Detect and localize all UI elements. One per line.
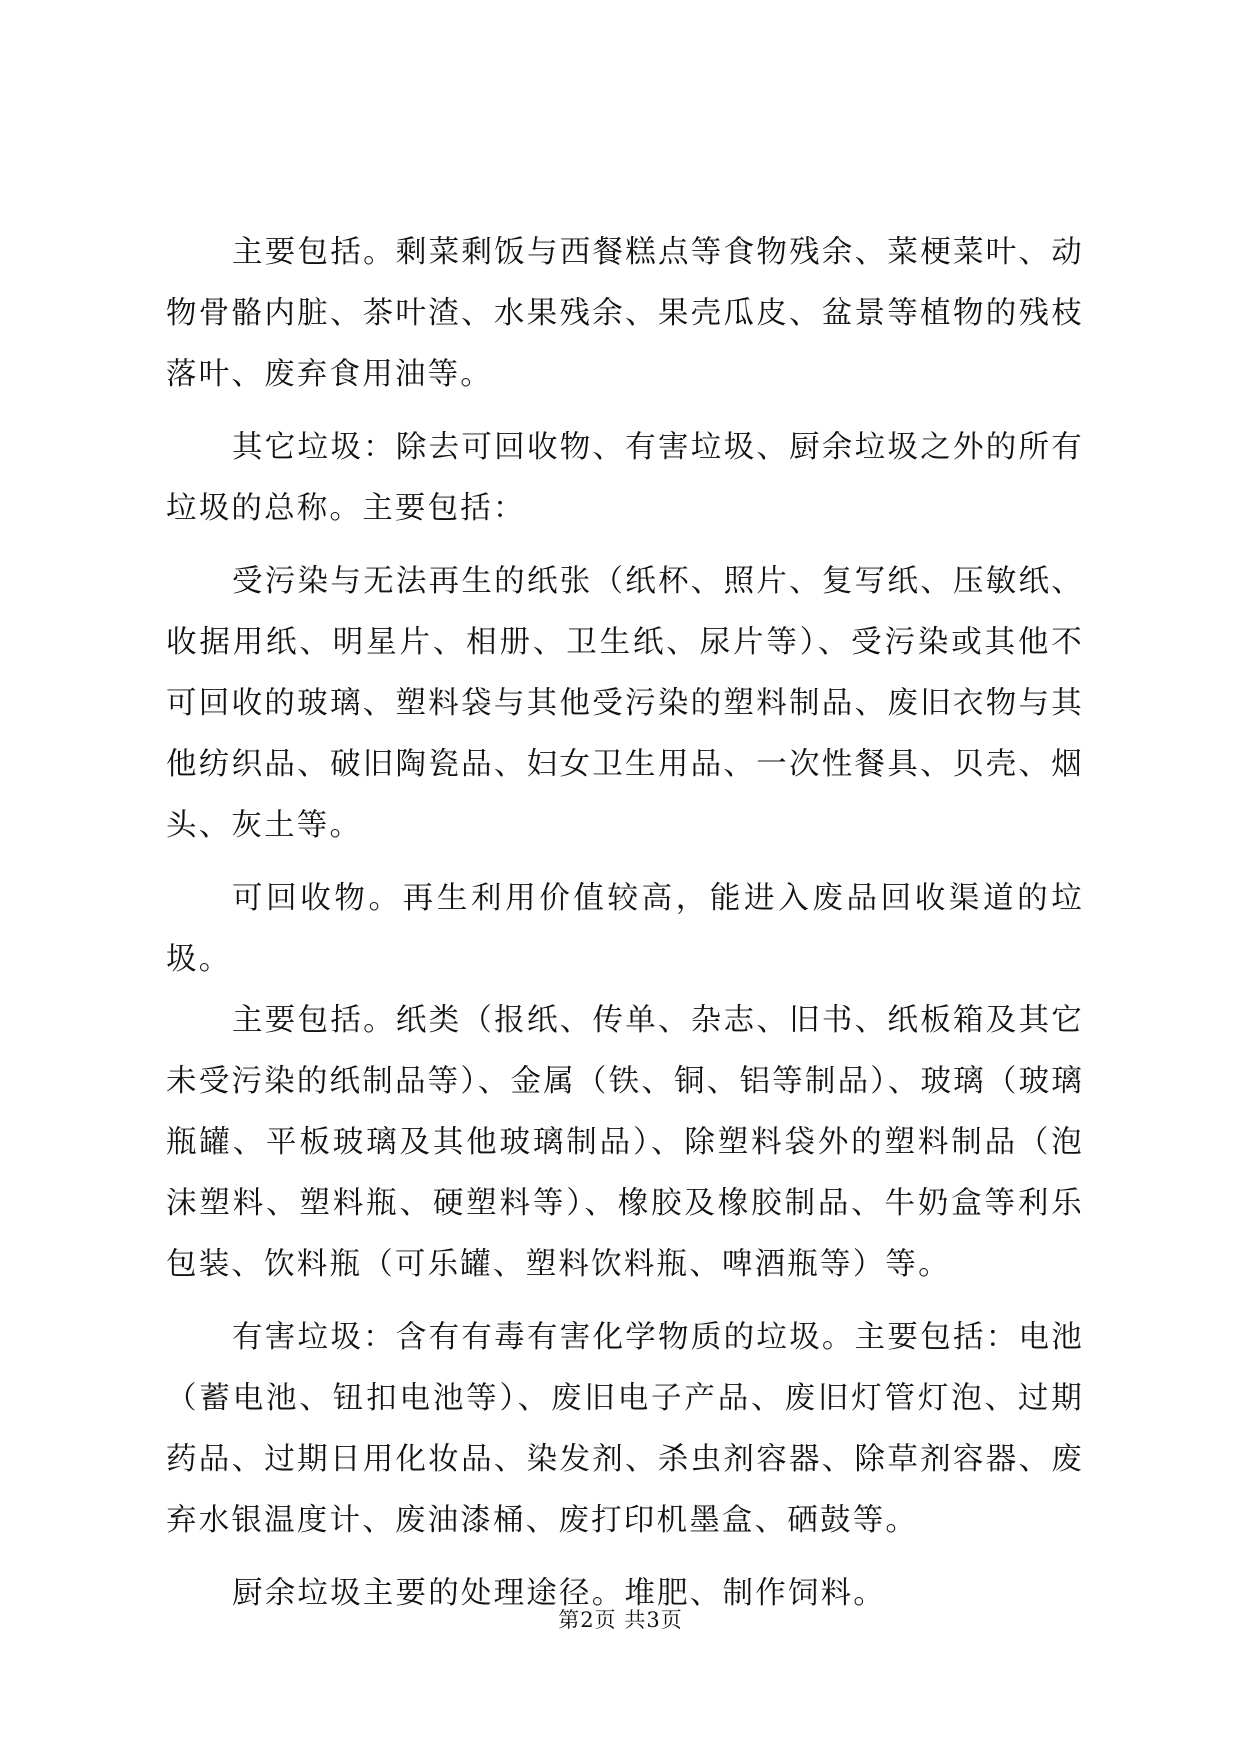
paragraph-other-waste-definition: 其它垃圾：除去可回收物、有害垃圾、厨余垃圾之外的所有垃圾的总称。主要包括：: [166, 430, 1084, 526]
document-body: [166, 222, 1084, 1636]
paragraph-kitchen-waste-treatment: 厨余垃圾主要的处理途径。堆肥、制作饲料。: [232, 1576, 886, 1611]
paragraph-hazardous-waste: 有害垃圾：含有有毒有害化学物质的垃圾。主要包括：电池（蓄电池、钮扣电池等）、废旧电子产品、废旧灯管灯泡、过期药品、过期日用化妆品、染发剂、杀虫剂容器、除草剂容器、废弃水银温度计、废油漆桶、废打印机墨盒、硒鼓等。: [166, 1320, 1084, 1538]
page-number-footer: 第2页 共3页: [558, 1608, 683, 1632]
paragraph-recyclables-definition: 可回收物。再生利用价值较高，能进入废品回收渠道的垃圾。: [166, 881, 1084, 977]
paragraph-recyclables-items: 主要包括。纸类（报纸、传单、杂志、旧书、纸板箱及其它未受污染的纸制品等）、金属（铁、铜、铝等制品）、玻璃（玻璃瓶罐、平板玻璃及其他玻璃制品）、除塑料袋外的塑料制品（泡沫塑料、塑料瓶、硬塑料等）、橡胶及橡胶制品、牛奶盒等利乐包装、饮料瓶（可乐罐、塑料饮料瓶、啤酒瓶等）等。: [166, 1003, 1084, 1282]
paragraph-other-waste-items: 受污染与无法再生的纸张（纸杯、照片、复写纸、压敏纸、收据用纸、明星片、相册、卫生纸、尿片等）、受污染或其他不可回收的玻璃、塑料袋与其他受污染的塑料制品、废旧衣物与其他纺织品、破旧陶瓷品、妇女卫生用品、一次性餐具、贝壳、烟头、灰土等。: [166, 564, 1084, 843]
paragraph-kitchen-waste-items: 主要包括。剩菜剩饭与西餐糕点等食物残余、菜梗菜叶、动物骨骼内脏、茶叶渣、水果残余、果壳瓜皮、盆景等植物的残枝落叶、废弃食用油等。: [166, 235, 1084, 392]
